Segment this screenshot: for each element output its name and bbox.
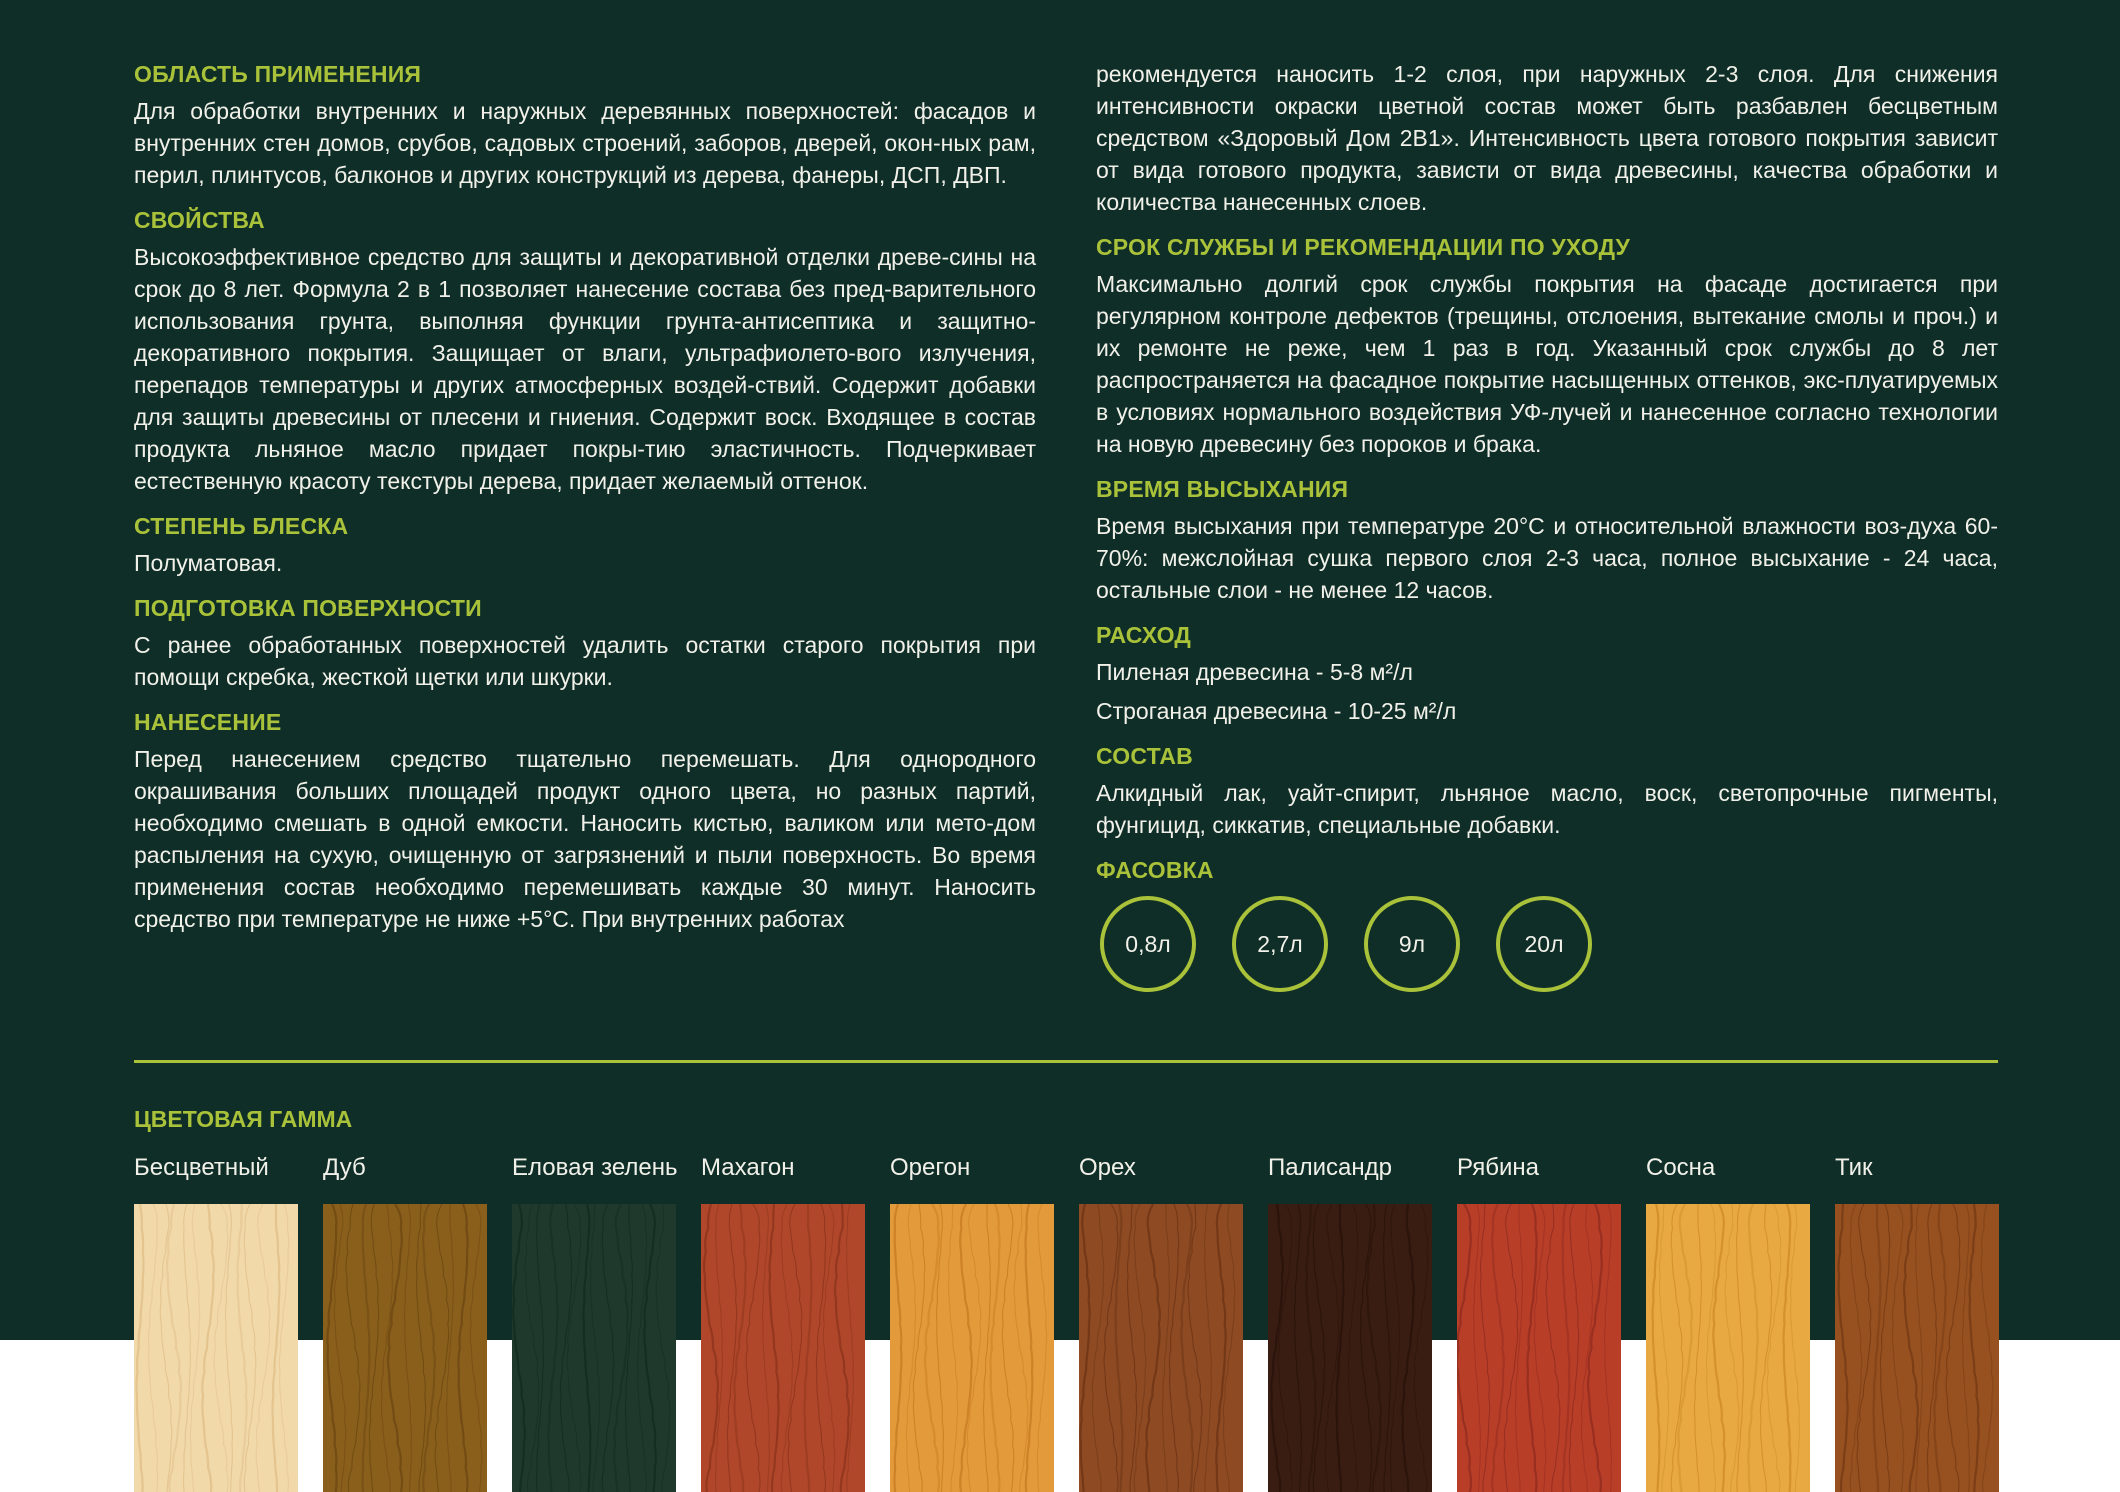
section-text: Перед нанесением средство тщательно перемешать. Для однородного окрашивания больших площадей продукт одного цвета, но разных партий, необходимо смешать в одной емкости. Наносить кистью, валиком или мето-дом распыления на сухую, очищенную от загрязнений и пыли поверхность. Во время применения состав необходимо перемешивать каждые 30 минут. Наносить средство при температуре не ниже +5°С. При внутренних работах [134,746,1036,932]
swatch-label: Палисандр [1268,1154,1392,1181]
color-swatch [1835,1136,1999,1492]
wood-sample [1079,1204,1243,1492]
section-text: Время высыхания при температуре 20°С и относительной влажности воз-духа 60-70%: межслойная сушка первого слоя 2-3 часа, полное высыхание - 24 часа, остальные слои - не менее 12 часов. [1096,513,1998,603]
color-palette [134,1136,1998,1492]
section-gloss [134,510,1036,579]
section-title: РАСХОД [1096,622,1192,648]
swatch-label: Еловая зелень [512,1154,678,1181]
pack-circle: 0,8л [1100,896,1196,992]
section-title: ПОДГОТОВКА ПОВЕРХНОСТИ [134,595,482,621]
palette-title: ЦВЕТОВАЯ ГАММА [134,1106,353,1132]
section-text: Алкидный лак, уайт-спирит, льняное масло, воск, светопрочные пигменты, фунгицид, сиккатив, специальные добавки. [1096,780,1998,838]
color-swatch [890,1136,1054,1492]
section-title: СРОК СЛУЖБЫ И РЕКОМЕНДАЦИИ ПО УХОДУ [1096,234,1630,260]
section-text: Высокоэффективное средство для защиты и декоративной отделки древе-сины на срок до 8 лет. Формула 2 в 1 позволяет нанесение состава без пред-варительного использования грунта, выполняя функции грунта-антисептика и защитно-декоративного покрытия. Защищает от влаги, ультрафиолето-вого излучения, перепадов температуры и других атмосферных воздей-ствий. Содержит добавки для защиты древесины от плесени и гниения. Содержит воск. Входящее в состав продукта льняное масло придает покры-тию эластичность. Подчеркивает естественную красоту текстуры дерева, придает желаемый оттенок. [134,244,1036,494]
swatch-label: Махагон [701,1154,795,1181]
section-service-life [1096,231,1998,460]
section-consumption [1096,619,1998,727]
consumption-sawn: Пиленая древесина - 5-8 м²/л [1096,659,1413,685]
section-text: Полуматовая. [134,550,283,576]
section-application [134,58,1036,191]
continued-text: рекомендуется наносить 1-2 слоя, при наружных 2-3 слоя. Для снижения интенсивности окраски цветной состав может быть разбавлен бесцветным средством «Здоровый Дом 2В1». Интенсивность цвета готового покрытия зависит от вида готового продукта, зависти от вида древесины, качества обработки и количества нанесенных слоев. [1096,61,1998,215]
color-swatch [1646,1136,1810,1492]
section-title: ОБЛАСТЬ ПРИМЕНЕНИЯ [134,61,422,87]
wood-sample [890,1204,1054,1492]
wood-sample [323,1204,487,1492]
section-drying-time [1096,473,1998,606]
left-column [134,58,1036,948]
wood-sample [134,1204,298,1492]
section-title: СОСТАВ [1096,743,1193,769]
wood-sample [701,1204,865,1492]
color-swatch [323,1136,487,1492]
swatch-label: Сосна [1646,1154,1716,1181]
wood-sample [1646,1204,1810,1492]
swatch-label: Тик [1835,1154,1873,1181]
color-swatch [1079,1136,1243,1492]
color-swatch [1457,1136,1621,1492]
wood-sample [1457,1204,1621,1492]
section-surface-preparation [134,592,1036,693]
swatch-label: Бесцветный [134,1154,269,1181]
swatch-label: Рябина [1457,1154,1539,1181]
section-properties [134,204,1036,497]
consumption-lines [1096,656,1998,727]
wood-sample [1268,1204,1432,1492]
section-composition [1096,740,1998,841]
pack-circle: 2,7л [1232,896,1328,992]
section-text: Для обработки внутренних и наружных деревянных поверхностей: фасадов и внутренних стен домов, срубов, садовых строений, заборов, дверей, окон-ных рам, перил, плинтусов, балконов и других конструкций из дерева, фанеры, ДСП, ДВП. [134,98,1036,188]
swatch-label: Орех [1079,1154,1136,1181]
section-title: СТЕПЕНЬ БЛЕСКА [134,513,349,539]
wood-sample [512,1204,676,1492]
packaging-options [1096,896,1998,992]
pack-circle: 20л [1496,896,1592,992]
swatch-label: Орегон [890,1154,971,1181]
section-text: С ранее обработанных поверхностей удалить остатки старого покрытия при помощи скребка, жесткой щетки или шкурки. [134,632,1036,690]
right-column [1096,58,1998,992]
color-swatch [1268,1136,1432,1492]
section-application-method [134,706,1036,935]
section-title: ВРЕМЯ ВЫСЫХАНИЯ [1096,476,1349,502]
section-text: Максимально долгий срок службы покрытия на фасаде достигается при регулярном контроле дефектов (трещины, отслоения, вытекание смолы и проч.) и их ремонте не реже, чем 1 раз в год. Указанный срок службы до 8 лет распространяется на фасадное покрытие насыщенных оттенков, экс-плуатируемых в условиях нормального воздействия УФ-лучей и нанесенное согласно технологии на новую древесину без пороков и брака. [1096,271,1998,457]
section-title: СВОЙСТВА [134,207,265,233]
pack-circle: 9л [1364,896,1460,992]
consumption-planed: Строганая древесина - 10-25 м²/л [1096,698,1457,724]
color-swatch [512,1136,676,1492]
section-title: ФАСОВКА [1096,857,1214,883]
color-swatch [701,1136,865,1492]
swatch-label: Дуб [323,1154,366,1181]
color-swatch [134,1136,298,1492]
wood-sample [1835,1204,1999,1492]
section-packaging [1096,854,1998,992]
section-title: НАНЕСЕНИЕ [134,709,282,735]
section-divider [134,1060,1998,1063]
